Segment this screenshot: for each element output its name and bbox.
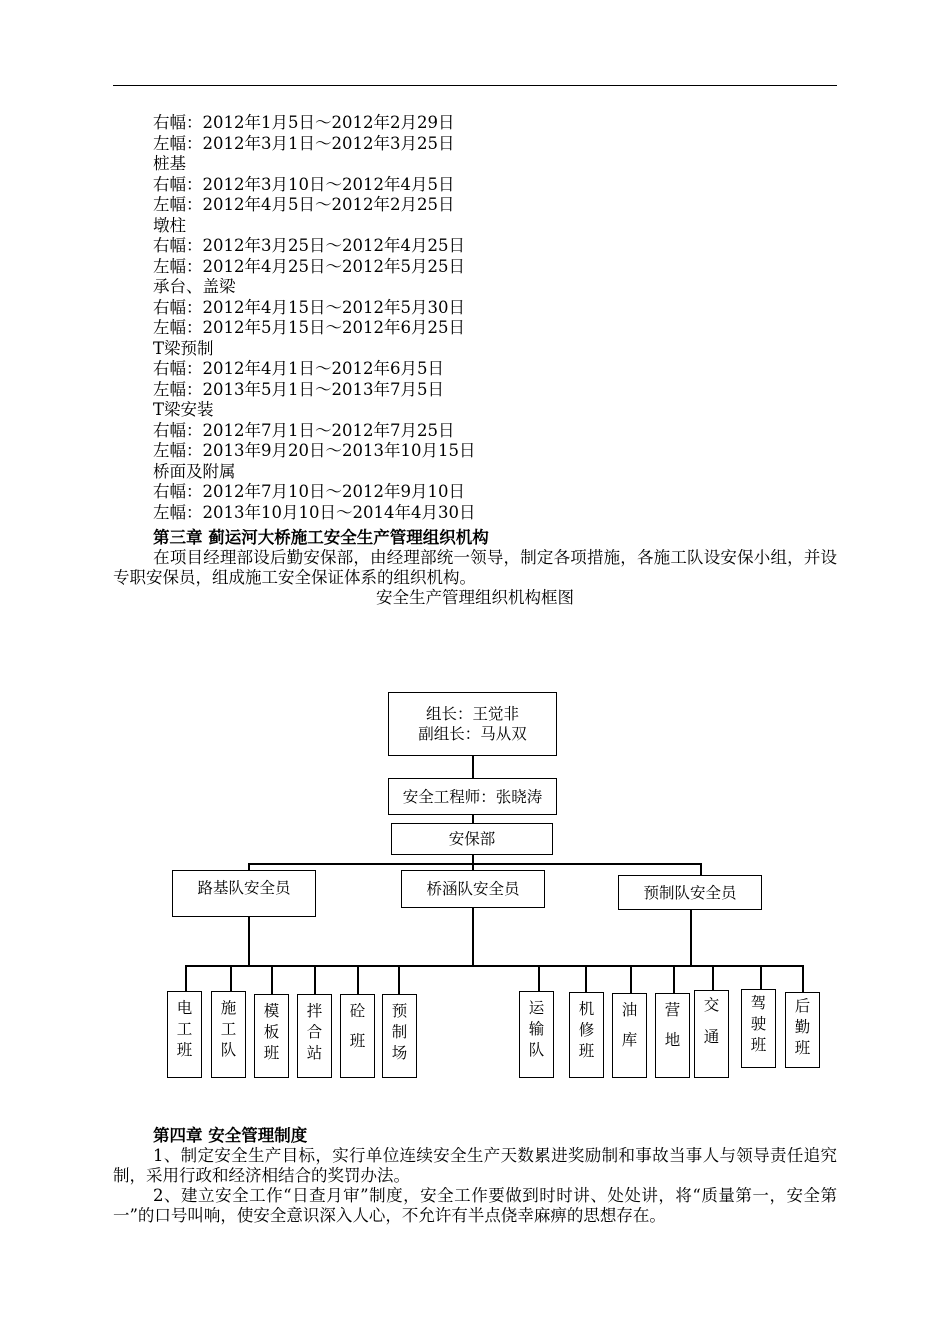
- connector-line: [185, 965, 187, 991]
- team-char: 机: [578, 1000, 595, 1018]
- schedule-line: 右幅：2012年7月10日～2012年9月10日: [153, 482, 465, 501]
- precast-officer-label: 预制队安全员: [643, 883, 737, 902]
- team-box: [655, 993, 690, 1078]
- schedule-heading: 承台、盖梁: [153, 277, 236, 296]
- team-box: [694, 990, 729, 1078]
- team-box: [254, 994, 289, 1078]
- team-box: [340, 994, 375, 1078]
- safety-engineer-box: [388, 778, 557, 815]
- team-char: 运: [528, 999, 545, 1017]
- leader-box: [388, 692, 557, 756]
- schedule-line: 右幅：2012年1月5日～2012年2月29日: [153, 113, 455, 132]
- bridge-officer-box: [401, 870, 545, 908]
- team-char: 驶: [750, 1015, 767, 1033]
- safety-engineer-label: 安全工程师：张晓涛: [402, 787, 543, 806]
- team-char: 勤: [794, 1018, 811, 1036]
- connector-line: [357, 965, 359, 994]
- team-char: 预: [391, 1002, 408, 1020]
- schedule-line: 左幅：2013年9月20日～2013年10月15日: [153, 441, 476, 460]
- team-char: 场: [391, 1044, 408, 1062]
- connector-line: [760, 965, 762, 989]
- chapter3-paragraph: [113, 548, 837, 588]
- schedule-heading: T梁预制: [153, 338, 214, 358]
- connector-line: [230, 965, 232, 991]
- team-char: 工: [176, 1020, 193, 1038]
- team-char: 班: [349, 1032, 366, 1050]
- schedule-heading: T梁安装: [153, 400, 214, 419]
- roadbed-officer-box: [172, 870, 316, 917]
- chapter3-text: 在项目经理部设后勤安保部，由经理部统一领导，制定各项措施，各施工队设安保小组，并设专职安保员，组成施工安全保证体系的组织机构。: [113, 548, 837, 587]
- team-char: 站: [306, 1044, 323, 1062]
- team-char: 板: [263, 1023, 280, 1041]
- team-char: 营: [664, 1001, 681, 1019]
- team-char: 队: [220, 1041, 237, 1059]
- team-char: 班: [794, 1039, 811, 1057]
- team-char: 修: [578, 1021, 595, 1039]
- chapter3-title: 第三章 蓟运河大桥施工安全生产管理组织机构: [153, 528, 489, 547]
- chapter4-paragraph-1: [113, 1146, 837, 1186]
- team-char: 驾: [750, 994, 767, 1012]
- team-box: [519, 991, 554, 1078]
- schedule-line: 左幅：2012年5月15日～2012年6月25日: [153, 318, 465, 337]
- team-char: 库: [621, 1031, 638, 1049]
- connector-line: [248, 916, 250, 966]
- team-char: 砼: [349, 1002, 366, 1020]
- bridge-officer-label: 桥涵队安全员: [426, 880, 520, 898]
- connector-line: [472, 756, 474, 778]
- team-char: 输: [528, 1020, 545, 1038]
- team-box: [569, 992, 604, 1078]
- connector-line: [585, 965, 587, 992]
- header-rule: [113, 85, 837, 86]
- team-box: [167, 991, 202, 1078]
- connector-line: [802, 965, 804, 992]
- team-box: [785, 992, 820, 1068]
- team-char: 施: [220, 999, 237, 1017]
- chapter4-text-1: 1、制定安全生产目标，实行单位连续安全生产天数累进奖励制和事故当事人与领导责任追究制，采用行政和经济相结合的奖罚办法。: [113, 1146, 837, 1185]
- connector-line: [472, 814, 474, 823]
- roadbed-officer-label: 路基队安全员: [197, 879, 291, 897]
- team-char: 工: [220, 1020, 237, 1038]
- team-char: 班: [263, 1044, 280, 1062]
- precast-officer-box: [618, 875, 762, 910]
- team-char: 队: [528, 1041, 545, 1059]
- connector-line: [248, 863, 701, 865]
- team-char: 油: [621, 1001, 638, 1019]
- connector-line: [314, 965, 316, 994]
- team-char: 交: [703, 996, 720, 1014]
- schedule-line: 右幅：2012年4月1日～2012年6月5日: [153, 359, 444, 378]
- team-char: 通: [703, 1028, 720, 1046]
- team-box: [211, 991, 246, 1078]
- security-dept-label: 安保部: [448, 830, 496, 848]
- connector-line: [700, 863, 702, 875]
- schedule-line: 左幅：2012年3月1日～2012年3月25日: [153, 133, 455, 153]
- connector-line: [538, 965, 540, 991]
- schedule-line: 左幅：2013年10月10日～2014年4月30日: [153, 502, 476, 522]
- team-char: 地: [664, 1031, 681, 1049]
- schedule-heading: 墩柱: [153, 215, 186, 235]
- schedule-line: 左幅：2013年5月1日～2013年7月5日: [153, 379, 444, 399]
- connector-line: [673, 965, 675, 993]
- team-char: 电: [176, 999, 193, 1017]
- schedule-line: 右幅：2012年4月15日～2012年5月30日: [153, 297, 465, 317]
- team-box: [741, 989, 776, 1068]
- schedule-line: 右幅：2012年3月25日～2012年4月25日: [153, 236, 465, 255]
- team-char: 拌: [306, 1002, 323, 1020]
- leader-label: 组长：王觉非: [425, 705, 519, 723]
- connector-line: [630, 965, 632, 993]
- team-char: 班: [750, 1036, 767, 1054]
- connector-line: [185, 965, 803, 967]
- connector-line: [712, 965, 714, 990]
- schedule-line: 右幅：2012年7月1日～2012年7月25日: [153, 420, 455, 440]
- team-char: 班: [176, 1041, 193, 1059]
- schedule-heading: 桩基: [153, 154, 186, 173]
- schedule-line: 左幅：2012年4月5日～2012年2月25日: [153, 195, 455, 214]
- team-box: [382, 994, 417, 1078]
- team-box: [297, 994, 332, 1078]
- chapter4-text-2: 2、建立安全工作“日查月审”制度，安全工作要做到时时讲、处处讲，将“质量第一，安全第一”的口号叫响，使安全意识深入人心，不允许有半点侥幸麻痹的思想存在。: [113, 1186, 837, 1225]
- deputy-label: 副组长：马从双: [418, 725, 527, 743]
- team-char: 班: [578, 1042, 595, 1060]
- team-char: 合: [306, 1023, 323, 1041]
- connector-line: [690, 909, 692, 966]
- security-dept-box: [391, 823, 553, 855]
- chart-caption: 安全生产管理组织机构框图: [376, 588, 574, 607]
- team-char: 后: [794, 997, 811, 1015]
- chapter4-paragraph-2: [113, 1186, 837, 1226]
- schedule-line: 右幅：2012年3月10日～2012年4月5日: [153, 174, 455, 194]
- schedule-list: [153, 113, 843, 523]
- connector-line: [472, 907, 474, 966]
- team-char: 模: [263, 1002, 280, 1020]
- connector-line: [398, 965, 400, 994]
- schedule-line: 左幅：2012年4月25日～2012年5月25日: [153, 256, 465, 276]
- team-char: 制: [391, 1023, 408, 1041]
- schedule-heading: 桥面及附属: [153, 461, 236, 481]
- team-box: [612, 993, 647, 1078]
- connector-line: [271, 965, 273, 994]
- chapter4-title: 第四章 安全管理制度: [153, 1126, 308, 1145]
